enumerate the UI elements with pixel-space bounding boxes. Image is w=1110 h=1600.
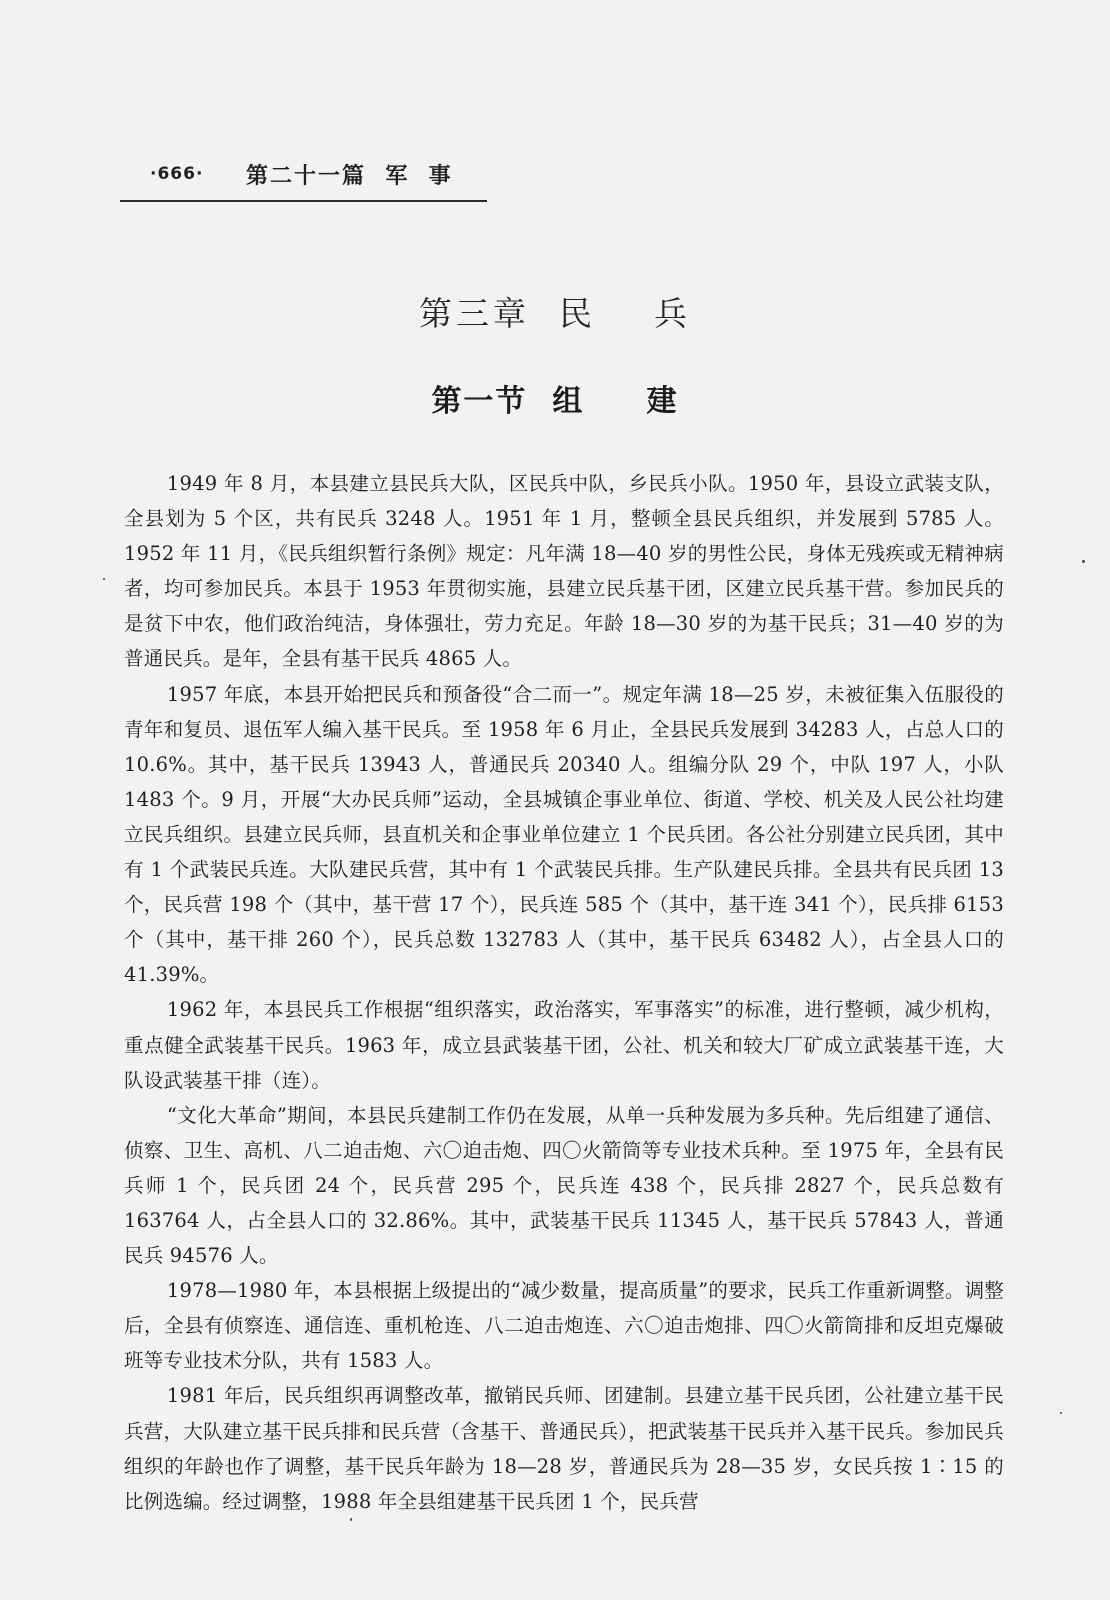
scan-speck [1082, 560, 1085, 563]
paragraph: “文化大革命”期间，本县民兵建制工作仍在发展，从单一兵种发展为多兵种。先后组建了通信、侦察、卫生、高机、八二迫击炮、六〇迫击炮、四〇火箭筒等专业技术兵种。至 1975 年，全县有民兵师 1 个，民兵团 24 个，民兵营 295 个，民兵连 438 个，民兵排 2827 个，民兵总数有 163764 人，占全县人口的 32.86%。其中，武装基干民兵 11345 人，基干民兵 57843 人，普通民兵 94576 人。 [124, 1103, 1004, 1268]
paragraph: 1978—1980 年，本县根据上级提出的“减少数量，提高质量”的要求，民兵工作重新调整。调整后，全县有侦察连、通信连、重机枪连、八二迫击炮连、六〇迫击炮排、四〇火箭筒排和反坦克爆破班等专业技术分队，共有 1583 人。 [124, 1279, 1004, 1373]
paragraph: 1962 年，本县民兵工作根据“组织落实，政治落实，军事落实”的标准，进行整顿，减少机构，重点健全武装基干民兵。1963 年，成立县武装基干团，公社、机关和较大厂矿成立武装基干连，大队设武装基干排（连）。 [124, 998, 1004, 1092]
chapter-title: 第三章 民 兵 [419, 294, 691, 333]
scan-speck [350, 1518, 352, 1521]
paragraph: 1949 年 8 月，本县建立县民兵大队，区民兵中队，乡民兵小队。1950 年，县设立武装支队，全县划为 5 个区，共有民兵 3248 人。1951 年 1 月，整顿全县民兵组织，并发展到 5785 人。1952 年 11 月，《民兵组织暂行条例》规定：凡年满 18—40 岁的男性公民，身体无残疾或无精神病者，均可参加民兵。本县于 1953 年贯彻实施，县建立民兵基干团，区建立民兵基干营。参加民兵的是贫下中农，他们政治纯洁，身体强壮，劳力充足。年龄 18—30 岁的为基干民兵；31—40 岁的为普通民兵。是年，全县有基干民兵 4865 人。 [124, 472, 1004, 671]
section-title: 第一节 组 建 [431, 384, 679, 419]
paragraph: 1981 年后，民兵组织再调整改革，撤销民兵师、团建制。县建立基干民兵团，公社建立基干民兵营，大队建立基干民兵排和民兵营（含基干、普通民兵），把武装基干民兵并入基干民兵。参加民兵组织的年龄也作了调整，基干民兵年龄为 18—28 岁，普通民兵为 28—35 岁，女民兵按 1∶15 的比例选编。经过调整，1988 年全县组建基干民兵团 1 个，民兵营 [124, 1384, 1004, 1513]
paragraph: 1957 年底，本县开始把民兵和预备役“合二而一”。规定年满 18—25 岁，未被征集入伍服役的青年和复员、退伍军人编入基干民兵。至 1958 年 6 月止，全县民兵发展到 34283 人，占总人口的 10.6%。其中，基干民兵 13943 人，普通民兵 20340 人。组编分队 29 个，中队 197 人，小队 1483 个。9 月，开展“大办民兵师”运动，全县城镇企事业单位、街道、学校、机关及人民公社均建立民兵组织。县建立民兵师，县直机关和企事业单位建立 1 个民兵团。各公社分别建立民兵团，其中有 1 个武装民兵连。大队建民兵营，其中有 1 个武装民兵排。生产队建民兵排。全县共有民兵团 13 个，民兵营 198 个（其中，基干营 17 个），民兵连 585 个（其中，基干连 341 个），民兵排 6153 个（其中，基干排 260 个），民兵总数 132783 人（其中，基干民兵 63482 人），占全县人口的 41.39%。 [124, 682, 1004, 987]
running-header [120, 164, 487, 202]
scan-speck [1060, 1412, 1062, 1414]
scan-speck [103, 578, 105, 580]
page-number: ·666· [150, 164, 204, 184]
body-text [124, 466, 1004, 1519]
part-title: 第二十一篇 军 事 [246, 164, 453, 189]
